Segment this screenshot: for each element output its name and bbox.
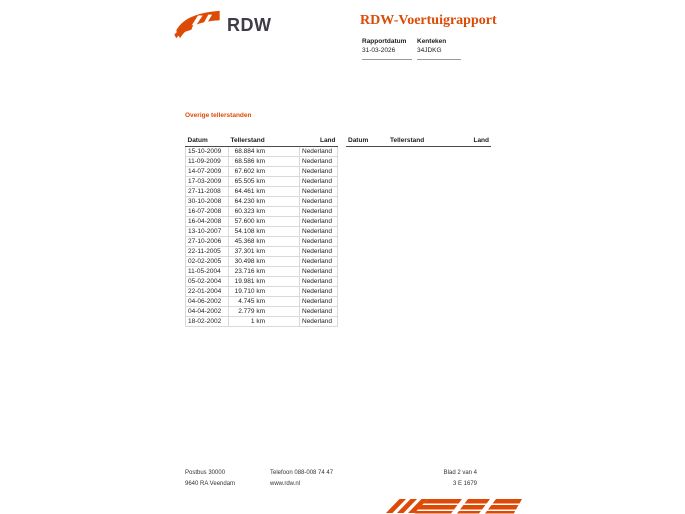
table-row [186, 307, 338, 317]
cell-land: Nederland [300, 247, 338, 257]
cell-land: Nederland [300, 307, 338, 317]
cell-land: Nederland [300, 297, 338, 307]
cell-land: Nederland [300, 167, 338, 177]
cell-datum: 15-10-2009 [186, 147, 229, 157]
cell-tellerstand: 54.108 km [229, 227, 300, 237]
cell-land: Nederland [300, 147, 338, 157]
cell-tellerstand: 67.602 km [229, 167, 300, 177]
rdw-logo [172, 8, 272, 42]
column-header-datum: Datum [186, 136, 229, 147]
rdw-flag-icon [172, 8, 222, 42]
column-header-tellerstand: Tellerstand [388, 136, 448, 147]
report-date-label: Rapportdatum [362, 38, 407, 45]
license-plate-field [417, 38, 461, 60]
cell-datum: 22-11-2005 [186, 247, 229, 257]
cell-datum: 02-02-2005 [186, 257, 229, 267]
cell-tellerstand: 68.586 km [229, 157, 300, 167]
cell-land: Nederland [300, 197, 338, 207]
cell-tellerstand: 57.600 km [229, 217, 300, 227]
table-row [186, 147, 338, 157]
cell-datum: 16-07-2008 [186, 207, 229, 217]
table-row [186, 197, 338, 207]
cell-land: Nederland [300, 227, 338, 237]
cell-datum: 13-10-2007 [186, 227, 229, 237]
report-date-field [362, 38, 412, 60]
license-plate-label: Kenteken [417, 38, 447, 45]
footer-page-info [417, 468, 477, 490]
cell-tellerstand: 60.323 km [229, 207, 300, 217]
page-title: RDW-Voertuigrapport [360, 13, 497, 28]
section-title-overige-tellerstanden: Overige tellerstanden [185, 112, 252, 119]
table-row [186, 207, 338, 217]
table-header-row [186, 136, 338, 147]
table-row [186, 217, 338, 227]
table-row [186, 247, 338, 257]
cell-tellerstand: 19.710 km [229, 287, 300, 297]
table-row [186, 187, 338, 197]
odometer-tables [185, 136, 491, 327]
cell-tellerstand: 30.498 km [229, 257, 300, 267]
cell-datum: 30-10-2008 [186, 197, 229, 207]
cell-land: Nederland [300, 267, 338, 277]
rdw-logo-text: RDW [227, 14, 272, 35]
cell-datum: 18-02-2002 [186, 317, 229, 327]
cell-datum: 27-11-2008 [186, 187, 229, 197]
table-row [186, 157, 338, 167]
table-row [186, 237, 338, 247]
license-plate-value: 34JDKG [417, 47, 442, 54]
table-row [186, 297, 338, 307]
footer-contact [270, 468, 333, 490]
cell-land: Nederland [300, 217, 338, 227]
table-row [186, 177, 338, 187]
cell-tellerstand: 23.716 km [229, 267, 300, 277]
cell-tellerstand: 64.230 km [229, 197, 300, 207]
cell-datum: 14-07-2009 [186, 167, 229, 177]
report-date-value: 31-03-2026 [362, 47, 396, 54]
table-row [186, 257, 338, 267]
cell-datum: 16-04-2008 [186, 217, 229, 227]
cell-datum: 27-10-2006 [186, 237, 229, 247]
cell-land: Nederland [300, 257, 338, 267]
footer-website-link[interactable]: www.rdw.nl [270, 481, 301, 487]
table-row [186, 287, 338, 297]
table-row [186, 317, 338, 327]
cell-tellerstand: 2.779 km [229, 307, 300, 317]
cell-land: Nederland [300, 187, 338, 197]
footer-doc-code: 3 E 1679 [452, 481, 477, 487]
cell-land: Nederland [300, 207, 338, 217]
cell-land: Nederland [300, 317, 338, 327]
cell-datum: 22-01-2004 [186, 287, 229, 297]
column-header-land: Land [448, 136, 491, 147]
odometer-table-right [346, 136, 491, 327]
odometer-table-left [185, 136, 338, 327]
cell-tellerstand: 4.745 km [229, 297, 300, 307]
odometer-table-body [186, 147, 338, 327]
footer-city: 9640 RA Veendam [185, 481, 236, 487]
table-header-row [346, 136, 491, 147]
cell-datum: 17-03-2009 [186, 177, 229, 187]
rdw-footer-flag-icon [372, 498, 522, 514]
column-header-datum: Datum [346, 136, 388, 147]
footer-address [185, 468, 235, 490]
footer-phone: Telefoon 088-008 74 47 [270, 470, 334, 476]
table-row [186, 227, 338, 237]
cell-land: Nederland [300, 237, 338, 247]
cell-tellerstand: 1 km [229, 317, 300, 327]
table-row [186, 267, 338, 277]
cell-land: Nederland [300, 277, 338, 287]
footer-postbus: Postbus 30000 [185, 470, 226, 476]
odometer-table-right-body [346, 147, 491, 327]
cell-tellerstand: 64.461 km [229, 187, 300, 197]
table-row [186, 277, 338, 287]
cell-tellerstand: 45.368 km [229, 237, 300, 247]
cell-tellerstand: 37.301 km [229, 247, 300, 257]
column-header-tellerstand: Tellerstand [229, 136, 300, 147]
cell-tellerstand: 68.884 km [229, 147, 300, 157]
cell-datum: 11-05-2004 [186, 267, 229, 277]
cell-datum: 11-09-2009 [186, 157, 229, 167]
cell-land: Nederland [300, 157, 338, 167]
cell-land: Nederland [300, 177, 338, 187]
cell-datum: 04-06-2002 [186, 297, 229, 307]
cell-datum: 04-04-2002 [186, 307, 229, 317]
cell-tellerstand: 19.981 km [229, 277, 300, 287]
footer-page-number: Blad 2 van 4 [443, 470, 477, 476]
cell-tellerstand: 65.505 km [229, 177, 300, 187]
cell-datum: 05-02-2004 [186, 277, 229, 287]
table-row [186, 167, 338, 177]
cell-land: Nederland [300, 287, 338, 297]
column-header-land: Land [300, 136, 338, 147]
